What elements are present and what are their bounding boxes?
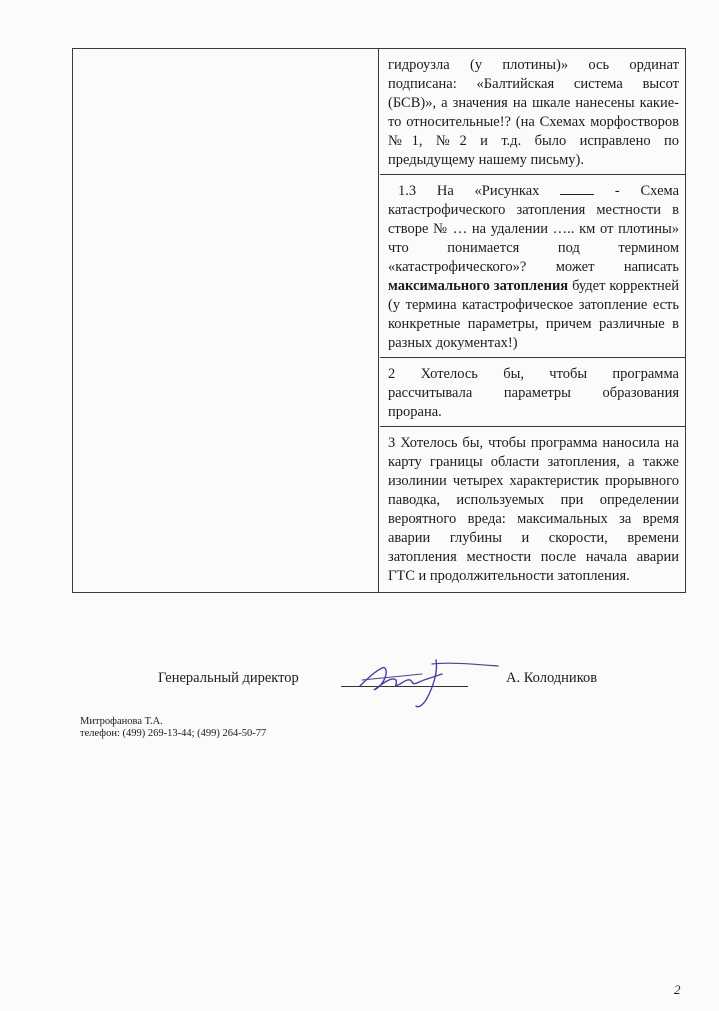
- signatory-title: Генеральный директор: [158, 670, 299, 686]
- remark-paragraph-2: 2 Хотелось бы, чтобы программа рассчитывала параметры образования прорана.: [388, 366, 679, 420]
- signatory-name: А. Колодников: [506, 670, 598, 686]
- executor-phone: телефон: (499) 269-13-44; (499) 264-50-77: [80, 728, 267, 739]
- remark-1-3-mid: - Схема катастрофического затопления местности в створе № … на удалении ….. км от плотины» что понимается под термином «катастрофического»? может написать: [388, 183, 680, 275]
- page-number: 2: [674, 982, 681, 997]
- remarks-table: [72, 48, 686, 593]
- executor-info: [80, 716, 266, 740]
- table-left-column: [73, 49, 379, 592]
- row-divider: [380, 426, 685, 427]
- handwritten-signature: [352, 650, 502, 712]
- remark-1-3-end: будет корректней (у термина катастрофическое затопление есть конкретные параметры, причем различные в разных документах!): [388, 278, 680, 351]
- table-right-column: [380, 49, 685, 592]
- remark-1-3-bold: максимального затопления: [388, 278, 569, 294]
- blank-field: [560, 182, 594, 195]
- remark-paragraph-3: 3 Хотелось бы, чтобы программа наносила на карту границы области затопления, а также изолинии четырех характеристик прорывного паводка, используемых при определении вероятного вреда: максимальных за время аварии глубины и скорости, времени затопления местности после начала аварии ГТС и продолжительности затопления.: [388, 435, 679, 584]
- row-divider: [380, 357, 685, 358]
- remark-paragraph-1-3: [388, 175, 679, 353]
- remark-1-3-start: 1.3 На «Рисунках: [398, 183, 540, 199]
- remark-paragraph-1-2-cont: гидроузла (у плотины)» ось ординат подписана: «Балтийская система высот (БСВ)», а значения на шкале нанесены какие-то относительные!? (на Схемах морфостворов №1, №2 и т.д. было исправлено по предыдущему нашему письму).: [388, 57, 679, 168]
- executor-name: Митрофанова Т.А.: [80, 716, 163, 727]
